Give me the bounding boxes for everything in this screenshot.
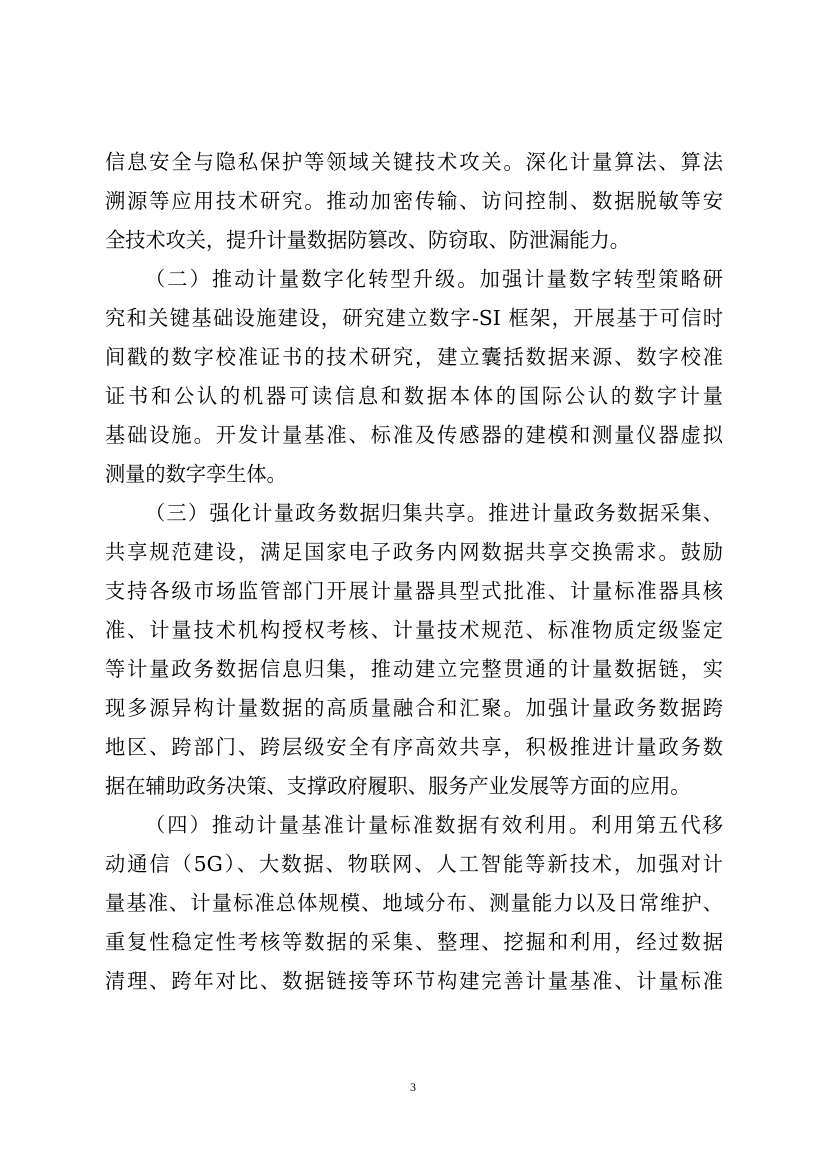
text-line: 准、计量技术机构授权考核、计量技术规范、标准物质定级鉴定 — [105, 618, 723, 642]
text-line: 据在辅助政务决策、支撑政府履职、服务产业发展等方面的应用。 — [105, 774, 691, 798]
text-line: （三）强化计量政务数据归集共享。推进计量政务数据采集、 — [145, 501, 723, 525]
text-line: （二）推动计量数字化转型升级。加强计量数字转型策略研 — [145, 267, 723, 291]
text-line: 证书和公认的机器可读信息和数据本体的国际公认的数字计量 — [105, 384, 723, 408]
text-line: 究和关键基础设施建设，研究建立数字-SI 框架，开展基于可信时 — [105, 306, 723, 330]
text-line: 信息安全与隐私保护等领域关键技术攻关。深化计量算法、算法 — [105, 150, 723, 174]
text-line: 重复性稳定性考核等数据的采集、整理、挖掘和利用，经过数据 — [105, 930, 723, 954]
text-line: 全技术攻关，提升计量数据防篡改、防窃取、防泄漏能力。 — [105, 228, 630, 252]
text-line: 地区、跨部门、跨层级安全有序高效共享，积极推进计量政务数 — [105, 735, 723, 759]
text-line: （四）推动计量基准计量标准数据有效利用。利用第五代移 — [145, 813, 723, 837]
text-line: 溯源等应用技术研究。推动加密传输、访问控制、数据脱敏等安 — [105, 189, 723, 213]
paragraph-2 — [105, 260, 723, 494]
text-line: 间戳的数字校准证书的技术研究，建立囊括数据来源、数字校准 — [105, 345, 723, 369]
text-line: 量基准、计量标准总体规模、地域分布、测量能力以及日常维护、 — [105, 891, 723, 915]
text-line: 清理、跨年对比、数据链接等环节构建完善计量基准、计量标准 — [105, 969, 723, 993]
text-line: 共享规范建设，满足国家电子政务内网数据共享交换需求。鼓励 — [105, 540, 723, 564]
text-line: 测量的数字孪生体。 — [105, 462, 287, 486]
text-line: 动通信（5G）、大数据、物联网、人工智能等新技术，加强对计 — [105, 852, 723, 876]
paragraph-3 — [105, 494, 723, 806]
text-line: 支持各级市场监管部门开展计量器具型式批准、计量标准器具核 — [105, 579, 723, 603]
page-number: 3 — [410, 1080, 416, 1094]
paragraph-1 — [105, 143, 723, 260]
text-line: 等计量政务数据信息归集，推动建立完整贯通的计量数据链，实 — [105, 657, 723, 681]
paragraph-4 — [105, 806, 723, 1001]
body-text — [105, 143, 723, 1001]
text-line: 现多源异构计量数据的高质量融合和汇聚。加强计量政务数据跨 — [105, 696, 723, 720]
text-line: 基础设施。开发计量基准、标准及传感器的建模和测量仪器虚拟 — [105, 423, 723, 447]
